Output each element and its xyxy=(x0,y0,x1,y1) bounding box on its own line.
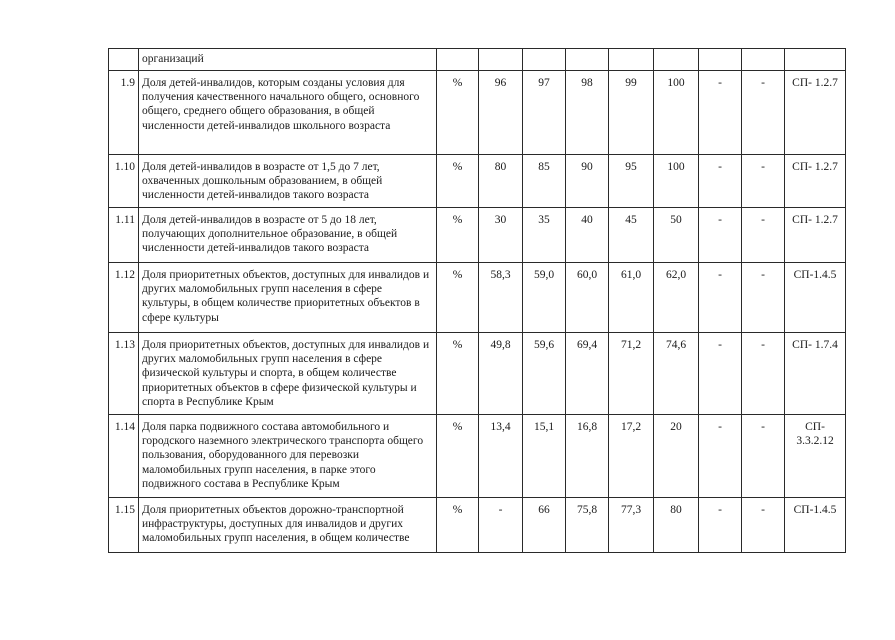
dash-cell: - xyxy=(699,208,742,263)
indicator-text: Доля детей-инвалидов, которым созданы условия для получения качественного начального общего, основного общего, среднего общего образования, в общей численности детей-инвалидов школьного возраста xyxy=(139,71,437,155)
dash-cell: - xyxy=(742,333,785,415)
table-row xyxy=(109,49,846,71)
reference-cell: СП-1.4.5 xyxy=(785,263,846,333)
value-cell: 49,8 xyxy=(479,333,523,415)
value-cell: 85 xyxy=(523,155,566,208)
value-cell: 98 xyxy=(566,71,609,155)
value-cell: - xyxy=(479,498,523,553)
dash-cell: - xyxy=(742,263,785,333)
value-cell: 16,8 xyxy=(566,415,609,498)
reference-cell: СП- 1.2.7 xyxy=(785,155,846,208)
value-cell: 58,3 xyxy=(479,263,523,333)
indicator-text: Доля парка подвижного состава автомобильного и городского наземного электрического транспорта общего пользования, оборудованного для перевозки маломобильных групп населения, в парке этого подвижного состава в Республике Крым xyxy=(139,415,437,498)
table-row xyxy=(109,263,846,333)
table-row xyxy=(109,333,846,415)
unit-cell: % xyxy=(437,333,479,415)
dash-cell: - xyxy=(742,415,785,498)
dash-cell: - xyxy=(699,263,742,333)
dash-cell: - xyxy=(742,208,785,263)
table-row xyxy=(109,208,846,263)
value-cell: 30 xyxy=(479,208,523,263)
dash-cell: - xyxy=(699,415,742,498)
table-row xyxy=(109,71,846,155)
indicator-text: Доля приоритетных объектов, доступных для инвалидов и других маломобильных групп населения в сфере физической культуры и спорта, в общем количестве приоритетных объектов в сфере физической культуры и спорта в Республике Крым xyxy=(139,333,437,415)
reference-cell: СП- 1.7.4 xyxy=(785,333,846,415)
value-cell: 100 xyxy=(654,155,699,208)
value-cell: 60,0 xyxy=(566,263,609,333)
value-cell: 100 xyxy=(654,71,699,155)
dash-cell: - xyxy=(699,71,742,155)
value-cell xyxy=(609,49,654,71)
value-cell: 40 xyxy=(566,208,609,263)
unit-cell: % xyxy=(437,498,479,553)
value-cell: 62,0 xyxy=(654,263,699,333)
indicators-table xyxy=(108,48,846,553)
dash-cell: - xyxy=(699,333,742,415)
value-cell: 50 xyxy=(654,208,699,263)
value-cell: 59,6 xyxy=(523,333,566,415)
unit-cell: % xyxy=(437,155,479,208)
value-cell: 61,0 xyxy=(609,263,654,333)
value-cell: 75,8 xyxy=(566,498,609,553)
dash-cell: - xyxy=(699,498,742,553)
indicator-text: Доля детей-инвалидов в возрасте от 1,5 до 7 лет, охваченных дошкольным образованием, в общей численности детей-инвалидов такого возраста xyxy=(139,155,437,208)
unit-cell: % xyxy=(437,71,479,155)
value-cell: 71,2 xyxy=(609,333,654,415)
row-number: 1.13 xyxy=(109,333,139,415)
row-number: 1.14 xyxy=(109,415,139,498)
dash-cell xyxy=(699,49,742,71)
value-cell: 96 xyxy=(479,71,523,155)
value-cell xyxy=(523,49,566,71)
unit-cell: % xyxy=(437,263,479,333)
table-row xyxy=(109,415,846,498)
reference-cell: СП- 1.2.7 xyxy=(785,208,846,263)
dash-cell: - xyxy=(742,498,785,553)
value-cell: 80 xyxy=(654,498,699,553)
row-number: 1.9 xyxy=(109,71,139,155)
value-cell: 77,3 xyxy=(609,498,654,553)
value-cell: 59,0 xyxy=(523,263,566,333)
value-cell: 20 xyxy=(654,415,699,498)
reference-cell: СП-1.4.5 xyxy=(785,498,846,553)
value-cell: 66 xyxy=(523,498,566,553)
reference-cell xyxy=(785,49,846,71)
value-cell: 80 xyxy=(479,155,523,208)
value-cell: 74,6 xyxy=(654,333,699,415)
unit-cell: % xyxy=(437,415,479,498)
dash-cell: - xyxy=(742,71,785,155)
dash-cell xyxy=(742,49,785,71)
indicator-text: Доля детей-инвалидов в возрасте от 5 до 18 лет, получающих дополнительное образование, в общей численности детей-инвалидов такого возраста xyxy=(139,208,437,263)
table-row xyxy=(109,498,846,553)
value-cell: 69,4 xyxy=(566,333,609,415)
value-cell: 17,2 xyxy=(609,415,654,498)
table-row xyxy=(109,155,846,208)
reference-cell: СП- 3.3.2.12 xyxy=(785,415,846,498)
unit-cell xyxy=(437,49,479,71)
value-cell xyxy=(479,49,523,71)
value-cell xyxy=(654,49,699,71)
indicator-text: организаций xyxy=(139,49,437,71)
unit-cell: % xyxy=(437,208,479,263)
row-number: 1.15 xyxy=(109,498,139,553)
value-cell: 99 xyxy=(609,71,654,155)
dash-cell: - xyxy=(699,155,742,208)
value-cell: 15,1 xyxy=(523,415,566,498)
row-number xyxy=(109,49,139,71)
reference-cell: СП- 1.2.7 xyxy=(785,71,846,155)
value-cell: 97 xyxy=(523,71,566,155)
row-number: 1.11 xyxy=(109,208,139,263)
value-cell: 35 xyxy=(523,208,566,263)
value-cell: 45 xyxy=(609,208,654,263)
value-cell xyxy=(566,49,609,71)
indicator-text: Доля приоритетных объектов, доступных для инвалидов и других маломобильных групп населения в сфере культуры, в общем количестве приоритетных объектов в сфере культуры xyxy=(139,263,437,333)
dash-cell: - xyxy=(742,155,785,208)
indicator-text: Доля приоритетных объектов дорожно-транспортной инфраструктуры, доступных для инвалидов и других маломобильных групп населения, в общем количестве xyxy=(139,498,437,553)
row-number: 1.12 xyxy=(109,263,139,333)
value-cell: 95 xyxy=(609,155,654,208)
value-cell: 13,4 xyxy=(479,415,523,498)
row-number: 1.10 xyxy=(109,155,139,208)
value-cell: 90 xyxy=(566,155,609,208)
